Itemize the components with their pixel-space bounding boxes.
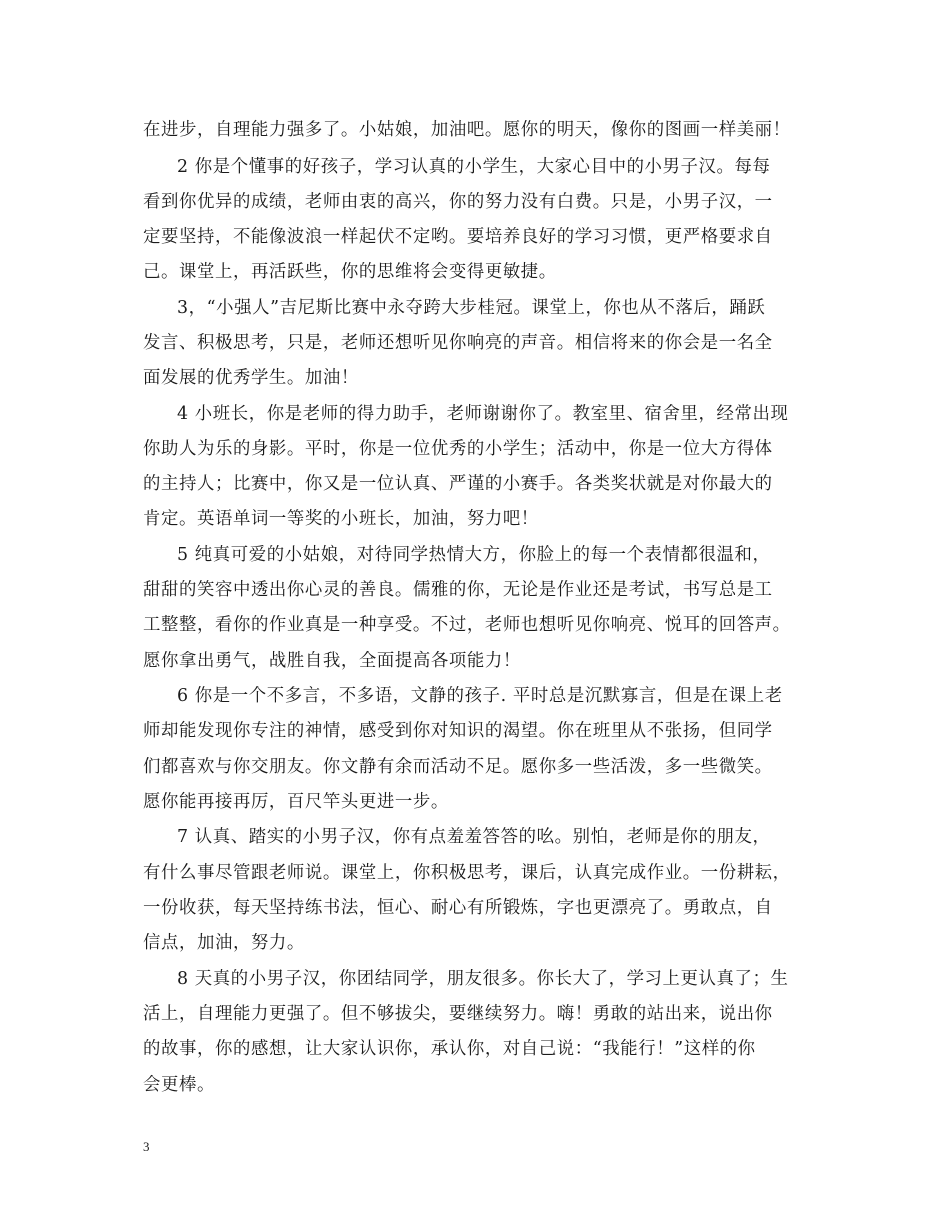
text-line: 4 小班长，你是老师的得力助手，老师谢谢你了。教室里、宿舍里，经常出现: [177, 404, 789, 424]
text-line: 的主持人；比赛中，你又是一位认真、严谨的小赛手。各类奖状就是对你最大的: [143, 474, 773, 494]
text-line: 看到你优异的成绩，老师由衷的高兴，你的努力没有白费。只是，小男子汉，一: [143, 192, 773, 212]
text-line: 定要坚持，不能像波浪一样起伏不定哟。要培养良好的学习习惯，更严格要求自: [143, 227, 773, 247]
text-line: 2 你是个懂事的好孩子，学习认真的小学生，大家心目中的小男子汉。每每: [177, 157, 771, 177]
text-line: 3，“小强人”吉尼斯比赛中永夺跨大步桂冠。课堂上，你也从不落后，踊跃: [177, 298, 766, 318]
text-line: 愿你拿出勇气，战胜自我，全面提高各项能力！: [143, 651, 521, 671]
text-line: 一份收获，每天坚持练书法，恒心、耐心有所锻炼，字也更漂亮了。勇敢点，自: [143, 898, 773, 918]
text-line: 活上，自理能力更强了。但不够拔尖，要继续努力。嗨！勇敢的站出来，说出你: [143, 1004, 773, 1024]
text-line: 6 你是一个不多言，不多语，文静的孩子. 平时总是沉默寡言，但是在课上老: [177, 686, 783, 706]
text-line: 己。课堂上，再活跃些，你的思维将会变得更敏捷。: [143, 262, 557, 282]
text-line: 发言、积极思考，只是，老师还想听见你响亮的声音。相信将来的你会是一名全: [143, 333, 773, 353]
text-line: 5 纯真可爱的小姑娘，对待同学热情大方，你脸上的每一个表情都很温和，: [177, 545, 771, 565]
text-line: 肯定。英语单词一等奖的小班长，加油，努力吧！: [143, 509, 539, 529]
text-line: 甜甜的笑容中透出你心灵的善良。儒雅的你，无论是作业还是考试，书写总是工: [143, 580, 773, 600]
text-line: 会更棒。: [143, 1075, 215, 1095]
text-line: 8 天真的小男子汉，你团结同学，朋友很多。你长大了，学习上更认真了；生: [177, 969, 789, 989]
text-line: 的故事，你的感想，让大家认识你，承认你，对自己说：“我能行！”这样的你: [143, 1039, 756, 1059]
text-line: 7 认真、踏实的小男子汉，你有点羞羞答答的吆。别怕，老师是你的朋友，: [177, 827, 771, 847]
text-line: 你助人为乐的身影。平时，你是一位优秀的小学生；活动中，你是一位大方得体: [143, 439, 773, 459]
text-line: 们都喜欢与你交朋友。你文静有余而活动不足。愿你多一些活泼，多一些微笑。: [143, 757, 773, 777]
text-line: 有什么事尽管跟老师说。课堂上，你积极思考，课后，认真完成作业。一份耕耘，: [143, 863, 791, 883]
text-line: 师却能发现你专注的神情，感受到你对知识的渴望。你在班里从不张扬，但同学: [143, 721, 773, 741]
text-line: 在进步，自理能力强多了。小姑娘，加油吧。愿你的明天，像你的图画一样美丽！: [143, 120, 791, 140]
page-number: 3: [143, 1139, 150, 1154]
text-line: 工整整，看你的作业真是一种享受。不过，老师也想听见你响亮、悦耳的回答声。: [143, 615, 791, 635]
text-line: 信点，加油，努力。: [143, 933, 305, 953]
text-line: 面发展的优秀学生。加油！: [143, 368, 359, 388]
text-line: 愿你能再接再厉，百尺竿头更进一步。: [143, 792, 449, 812]
